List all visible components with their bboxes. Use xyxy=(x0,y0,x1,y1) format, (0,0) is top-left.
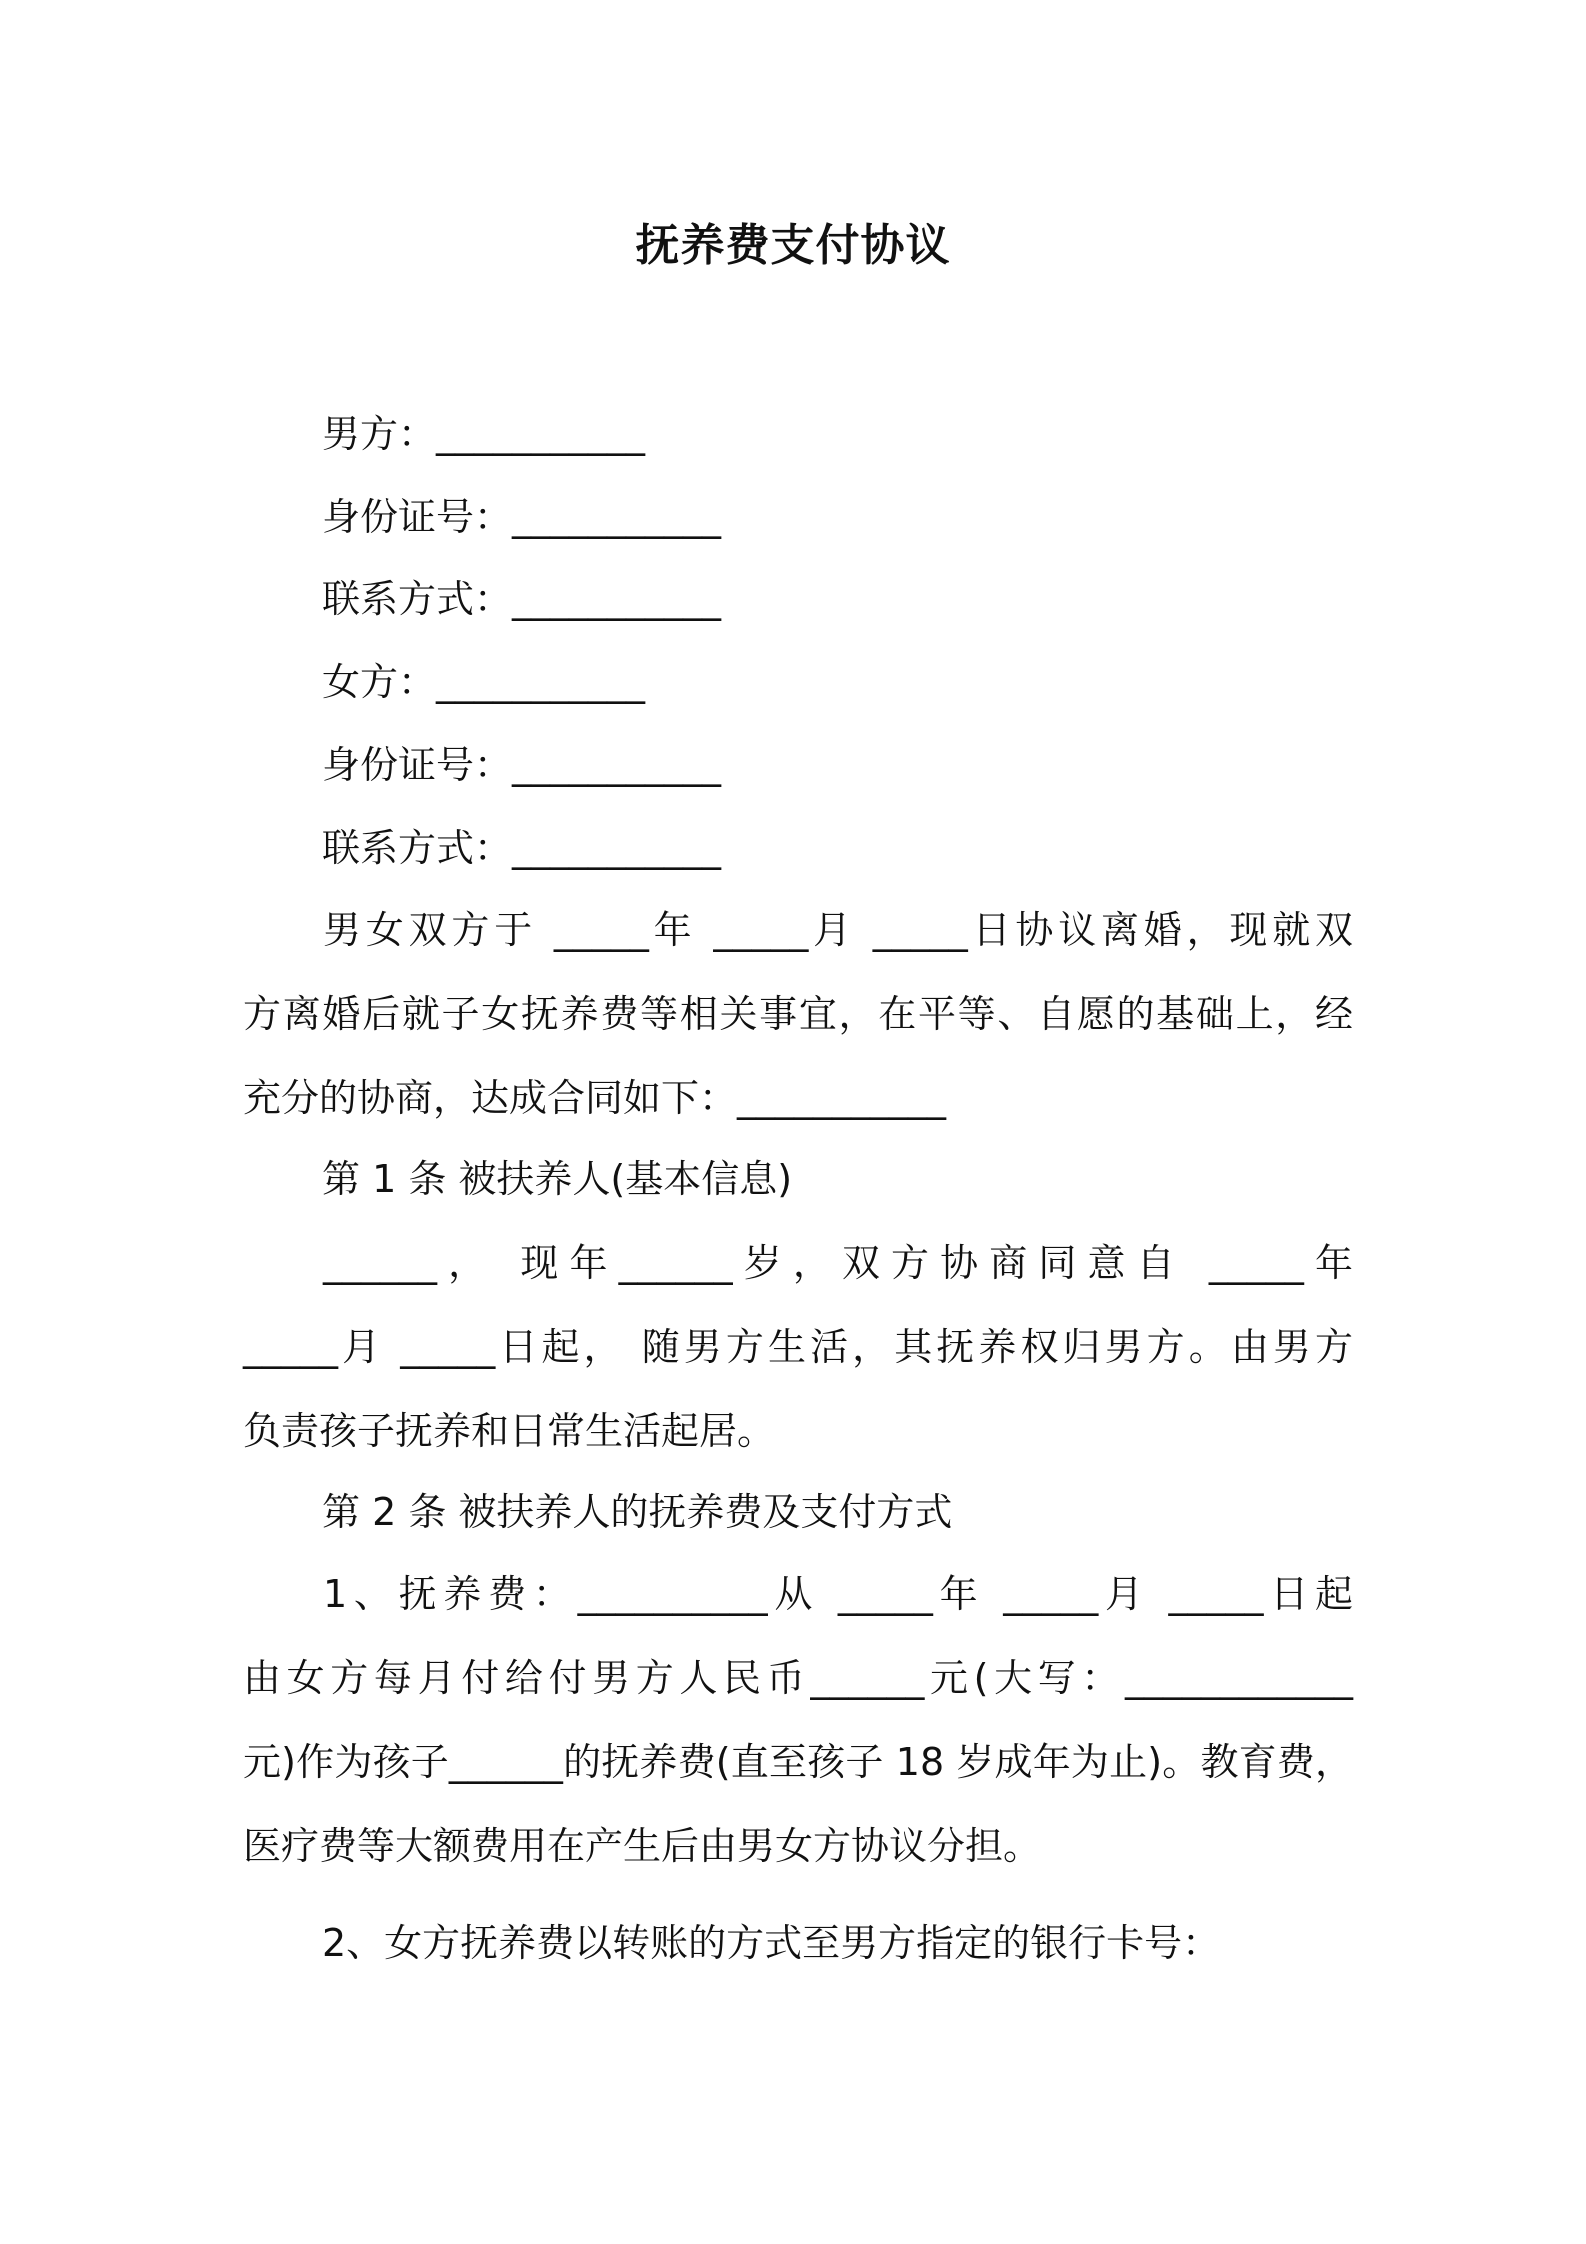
female-contact-field: 联系方式：___________ xyxy=(322,826,722,870)
article-1-line: _____月 _____日起， 随男方生活，其抚养权归男方。由男方 xyxy=(243,1325,1353,1369)
article-2-line: 1、抚养费：__________从 _____年 _____月 _____日起 xyxy=(323,1572,1353,1616)
article-1-heading: 第 1 条 被扶养人(基本信息) xyxy=(322,1157,793,1201)
male-id-field: 身份证号：___________ xyxy=(322,495,722,539)
intro-line: 男女双方于 _____年 _____月 _____日协议离婚，现就双 xyxy=(323,908,1353,952)
intro-line: 方离婚后就子女抚养费等相关事宜，在平等、自愿的基础上，经 xyxy=(243,992,1353,1036)
article-1-line: ______， 现年______岁，双方协商同意自 _____年 xyxy=(323,1241,1353,1285)
article-2-heading: 第 2 条 被扶养人的抚养费及支付方式 xyxy=(322,1490,953,1534)
article-2-line: 由女方每月付给付男方人民币______元(大写：____________ xyxy=(243,1656,1353,1700)
article-2-line: 医疗费等大额费用在产生后由男女方协议分担。 xyxy=(243,1824,1042,1868)
article-2-line: 元)作为孩子______的抚养费(直至孩子 18 岁成年为止)。教育费， xyxy=(243,1740,1353,1784)
article-1-body xyxy=(243,1235,1353,1487)
article-2-item-2: 2、女方抚养费以转账的方式至男方指定的银行卡号： xyxy=(322,1921,1221,1965)
male-party-field: 男方：___________ xyxy=(322,412,646,456)
female-party-field: 女方：___________ xyxy=(322,660,646,704)
document-title: 抚养费支付协议 xyxy=(635,220,951,271)
article-2-item-1 xyxy=(243,1566,1353,1902)
male-contact-field: 联系方式：___________ xyxy=(322,577,722,621)
article-1-line: 负责孩子抚养和日常生活起居。 xyxy=(243,1409,776,1453)
female-id-field: 身份证号：___________ xyxy=(322,743,722,787)
intro-line: 充分的协商，达成合同如下：___________ xyxy=(243,1076,947,1120)
intro-paragraph xyxy=(243,902,1353,1154)
